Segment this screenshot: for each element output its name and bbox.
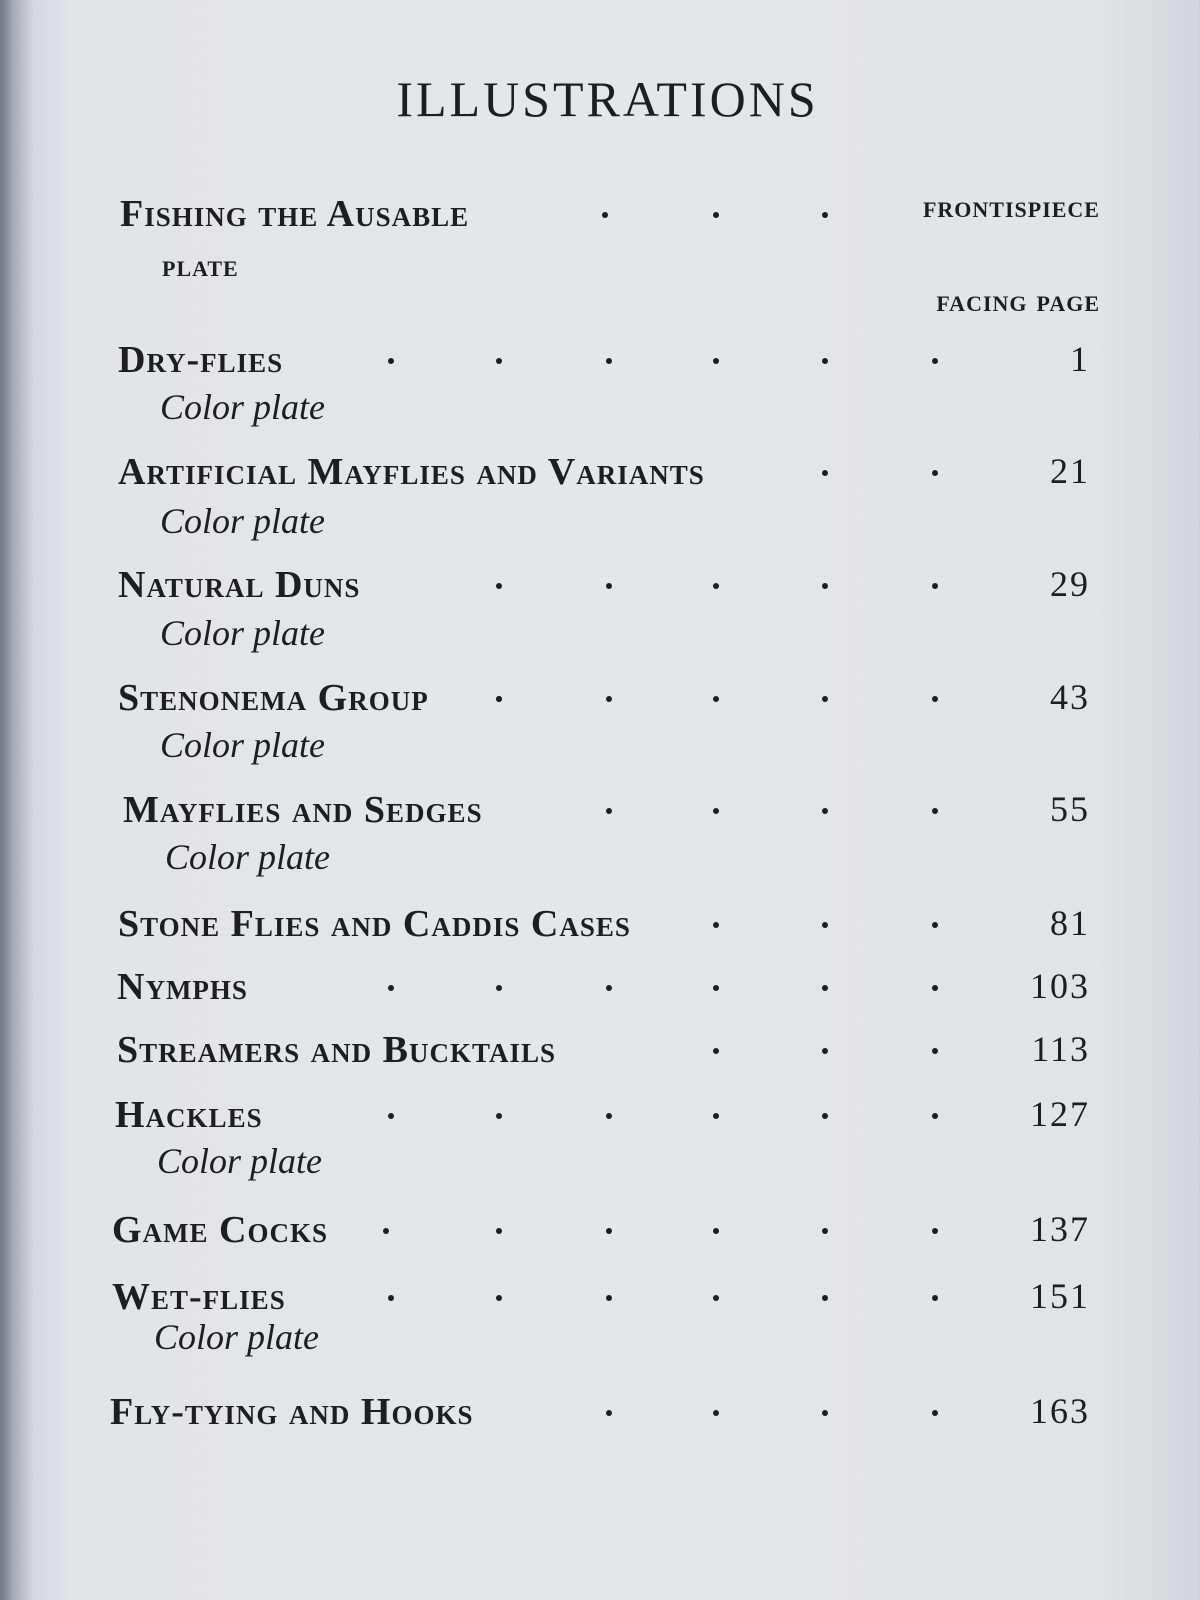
leader-dot (932, 583, 938, 589)
leader-dot (822, 696, 828, 702)
leader-dot (606, 696, 612, 702)
leader-dot (606, 1228, 612, 1234)
leader-dots (0, 338, 1200, 388)
entry-note: Color plate (157, 1141, 323, 1181)
entry-page-number: 103 (1030, 966, 1090, 1006)
leader-dot (606, 1295, 612, 1301)
leader-dots (0, 1390, 1200, 1440)
leader-dot (713, 358, 719, 364)
illustration-entry (0, 965, 1200, 1025)
leader-dot (822, 470, 828, 476)
leader-dot (713, 696, 719, 702)
leader-dot (822, 1048, 828, 1054)
leader-dot (932, 1113, 938, 1119)
leader-dot (713, 1048, 719, 1054)
entry-note: Color plate (160, 613, 326, 653)
entry-note: Color plate (154, 1317, 320, 1357)
leader-dot (496, 1295, 502, 1301)
leader-dot (606, 583, 612, 589)
leader-dot (822, 1410, 828, 1416)
entry-note: Color plate (165, 837, 331, 877)
leader-dots (0, 1028, 1200, 1078)
leader-dots (0, 450, 1200, 500)
entry-page-number: 21 (1050, 451, 1090, 491)
leader-dot (822, 1295, 828, 1301)
leader-dot (932, 1228, 938, 1234)
leader-dots (0, 1093, 1200, 1143)
leader-dot (496, 1113, 502, 1119)
leader-dot (932, 922, 938, 928)
entry-page-number: 1 (1070, 339, 1090, 379)
leader-dot (932, 696, 938, 702)
entry-page-number: 113 (1031, 1029, 1090, 1069)
entry-page-number: 137 (1030, 1209, 1090, 1249)
leader-dot (932, 1295, 938, 1301)
leader-dots (0, 563, 1200, 613)
entry-note: Color plate (160, 387, 326, 427)
illustration-entry (0, 1028, 1200, 1088)
entry-label: Wet-flies (112, 1276, 286, 1318)
leader-dots (0, 788, 1200, 838)
leader-dots (0, 902, 1200, 952)
leader-dot (496, 1228, 502, 1234)
leader-dot (388, 1113, 394, 1119)
entry-page-number: 81 (1050, 903, 1090, 943)
entry-label: Mayflies and Sedges (123, 789, 483, 831)
entry-page-number: 127 (1030, 1094, 1090, 1134)
entry-note: Color plate (160, 725, 326, 765)
leader-dot (713, 808, 719, 814)
leader-dot (713, 1228, 719, 1234)
leader-dot (932, 1048, 938, 1054)
leader-dot (713, 1113, 719, 1119)
entry-page-number: 151 (1030, 1276, 1090, 1316)
entry-label: Natural Duns (118, 564, 361, 606)
leader-dot (606, 808, 612, 814)
leader-dot (822, 1228, 828, 1234)
entry-page-number: 43 (1050, 677, 1090, 717)
leader-dot (713, 583, 719, 589)
leader-dot (932, 985, 938, 991)
leader-dot (388, 358, 394, 364)
leader-dot (496, 358, 502, 364)
illustration-entry (0, 1390, 1200, 1450)
leader-dot (496, 696, 502, 702)
entry-label: Dry-flies (118, 339, 284, 381)
leader-dot (713, 985, 719, 991)
entry-label: Nymphs (117, 966, 248, 1008)
entry-label: Fishing the Ausable (120, 193, 470, 235)
leader-dot (713, 212, 719, 218)
leader-dot (606, 1410, 612, 1416)
entry-label: Game Cocks (112, 1209, 329, 1251)
entry-sublabel: plate (162, 247, 239, 283)
entry-label: Stenonema Group (118, 677, 429, 719)
leader-dot (713, 922, 719, 928)
leader-dot (822, 358, 828, 364)
leader-dots (0, 1208, 1200, 1258)
entry-label: Hackles (115, 1094, 263, 1136)
leader-dot (606, 985, 612, 991)
leader-dot (496, 985, 502, 991)
leader-dot (822, 212, 828, 218)
entry-label: Stone Flies and Caddis Cases (118, 903, 631, 945)
illustration-entry (0, 1208, 1200, 1268)
leader-dots (0, 676, 1200, 726)
page-title: ILLUSTRATIONS (396, 71, 819, 127)
leader-dot (496, 583, 502, 589)
leader-dot (822, 1113, 828, 1119)
leader-dot (932, 1410, 938, 1416)
leader-dot (822, 583, 828, 589)
entry-page-number: 55 (1050, 789, 1090, 829)
illustration-entry (0, 902, 1200, 962)
column-header: facing page (936, 282, 1100, 318)
leader-dot (713, 1410, 719, 1416)
leader-dot (932, 358, 938, 364)
leader-dot (822, 808, 828, 814)
leader-dot (388, 1295, 394, 1301)
leader-dot (932, 808, 938, 814)
leader-dot (932, 470, 938, 476)
leader-dot (383, 1228, 389, 1234)
leader-dot (606, 1113, 612, 1119)
leader-dot (822, 985, 828, 991)
leader-dot (602, 212, 608, 218)
entry-label: Streamers and Bucktails (117, 1029, 557, 1071)
frontispiece-marker: frontispiece (922, 188, 1100, 224)
entry-label: Artificial Mayflies and Variants (118, 451, 705, 493)
entry-page-number: 29 (1050, 564, 1090, 604)
leader-dots (0, 965, 1200, 1015)
leader-dot (606, 358, 612, 364)
leader-dot (388, 985, 394, 991)
entry-label: Fly-tying and Hooks (110, 1391, 474, 1433)
entry-page-number: 163 (1030, 1391, 1090, 1431)
leader-dot (822, 922, 828, 928)
entry-note: Color plate (160, 501, 326, 541)
leader-dot (713, 1295, 719, 1301)
